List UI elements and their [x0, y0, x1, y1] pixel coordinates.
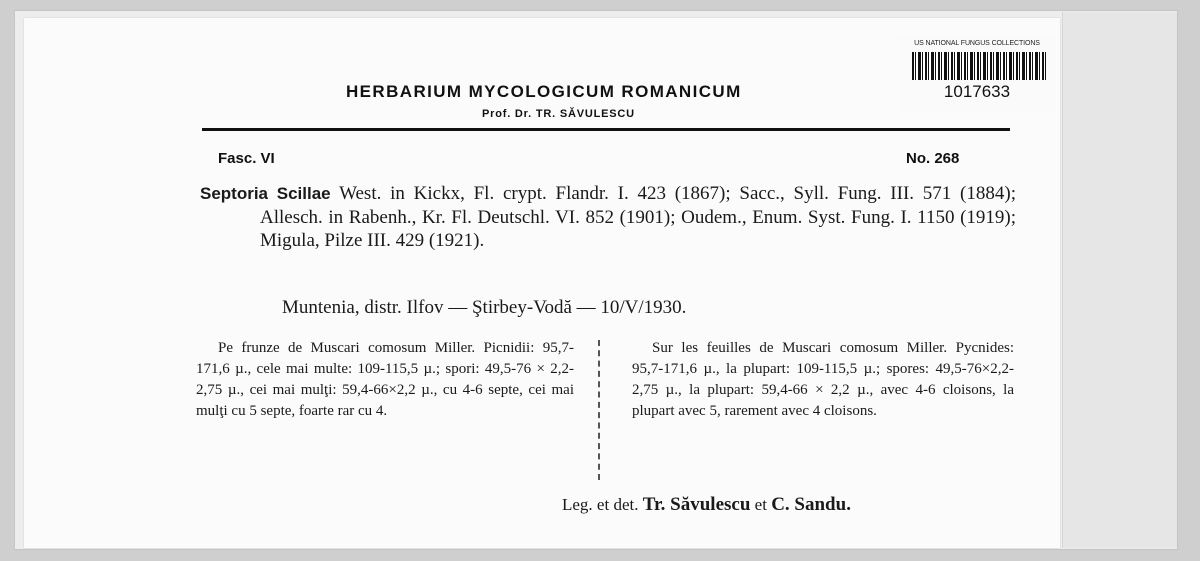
- envelope-flap: [1062, 12, 1177, 548]
- exsiccata-number: No. 268: [906, 150, 960, 167]
- description-romanian: Pe frunze de Muscari comosum Miller. Picnidii: 95,7-171,6 µ., cele mai multe: 109-115,5 µ.; spori: 49,5-76 × 2,2-2,75 µ., cei mai mulţi: 59,4-66×2,2 µ., cu 4-6 septe, cei mai mulţi cu 5 septe, foarte rar cu 4.: [196, 340, 574, 419]
- barcode-icon: [912, 52, 1046, 80]
- collector-name-1: Tr. Săvulescu: [642, 494, 751, 515]
- collector-line: [562, 494, 1002, 516]
- herbarium-title: HERBARIUM MYCOLOGICUM ROMANICUM: [346, 82, 742, 101]
- collector-conjunction: et: [754, 495, 767, 514]
- collector-prefix: Leg. et det.: [562, 495, 639, 514]
- citation-text: West. in Kickx, Fl. crypt. Flandr. I. 423 (1867); Sacc., Syll. Fung. III. 571 (1884); Allesch. in Rabenh., Kr. Fl. Deutschl. VI. 852 (1901); Oudem., Enum. Syst. Fung. I. 1150 (1919); Migula, Pilze III. 429 (1921).: [260, 183, 1016, 251]
- taxon-citation: [200, 182, 1016, 253]
- fascicle-label: Fasc. VI: [218, 150, 275, 167]
- header-rule: [202, 128, 1010, 131]
- barcode-label: [898, 36, 1056, 112]
- locality: Muntenia, distr. Ilfov — Ştirbey-Vodă — 10/V/1930.: [282, 297, 687, 318]
- barcode-caption: US NATIONAL FUNGUS COLLECTIONS: [914, 40, 1040, 47]
- herbarium-subtitle: Prof. Dr. TR. SĂVULESCU: [482, 108, 635, 120]
- species-name: Septoria Scillae: [200, 184, 331, 203]
- column-divider: [598, 340, 600, 480]
- description-french: Sur les feuilles de Muscari comosum Miller. Pycnides: 95,7-171,6 µ., la plupart: 109-115,5 µ.; spores: 49,5-76×2,2-2,75 µ., la plupart: 59,4-66 × 2,2 µ., avec 4-6 cloisons, la plupart avec 5, rarement avec 4 cloisons.: [632, 340, 1014, 419]
- barcode-number: 1017633: [943, 82, 1011, 101]
- collector-name-2: C. Sandu.: [771, 494, 851, 515]
